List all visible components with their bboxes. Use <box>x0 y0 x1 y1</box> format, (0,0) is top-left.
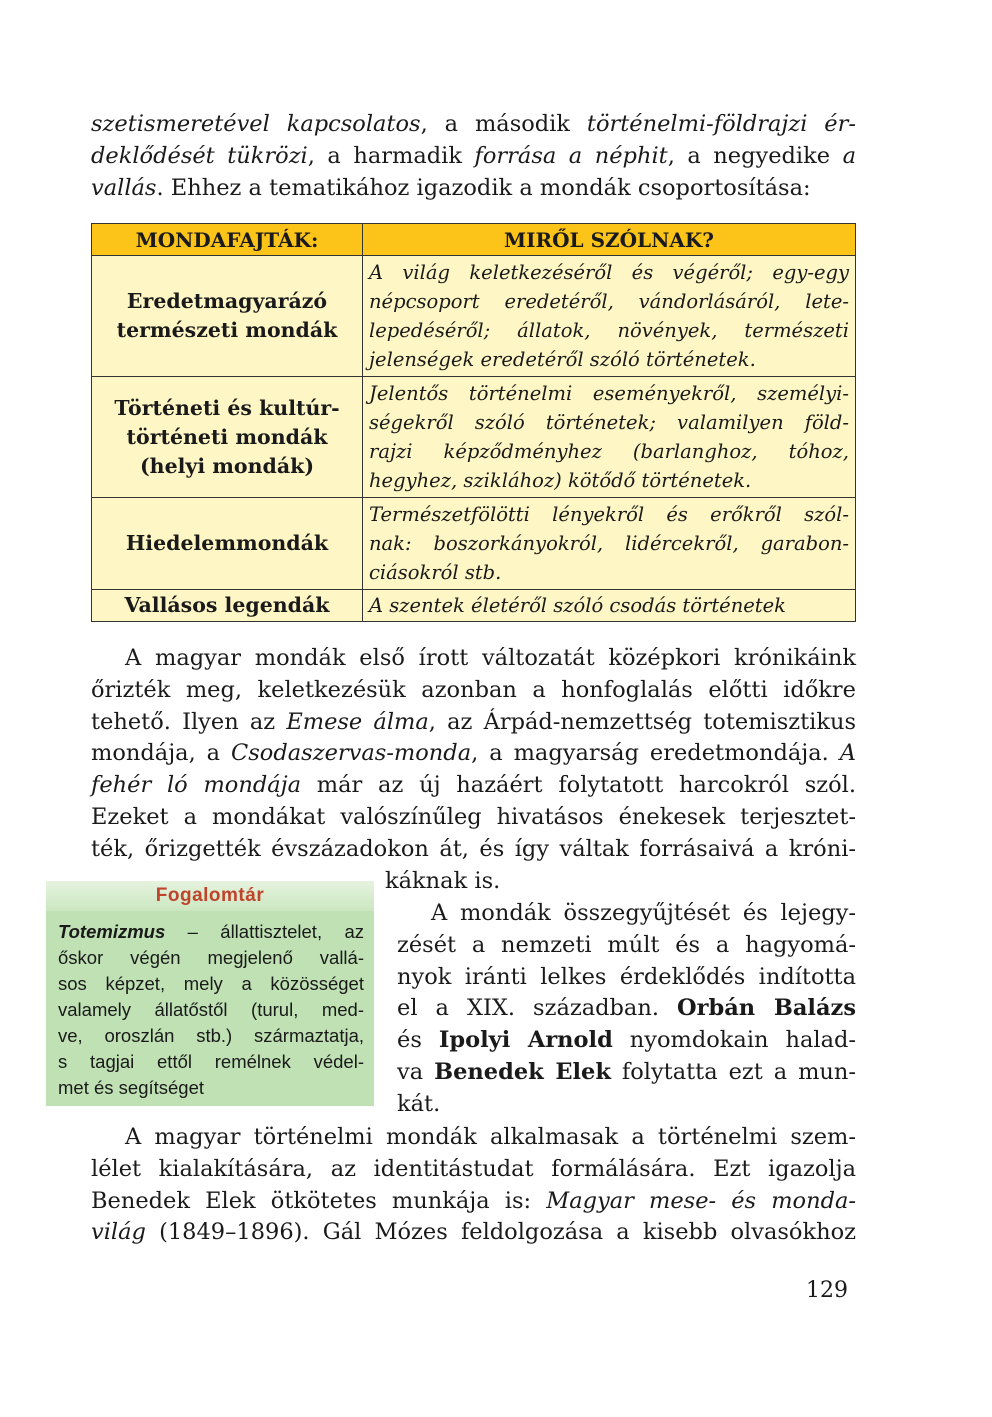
column-header-types: MONDAFAJTÁK: <box>92 224 363 256</box>
paragraph-chronicles <box>91 643 856 866</box>
text-line: és Ipolyi Arnold nyomdokain halad- <box>397 1027 856 1054</box>
text-line: ték, őrizgették évszázadokon át, és így váltak forrásaivá a króni- <box>91 835 856 862</box>
legend-description-cell: Természetfölötti lényekről és erőkről szól- nak: boszorkányokról, lidércekről, garabon- ciásokról stb. <box>363 498 856 590</box>
text-line: Ezeket a mondákat valószínűleg hivatásos énekesek terjesztet- <box>91 803 856 830</box>
text-line: tehető. Ilyen az Emese álma, az Árpád-nemzettség totemisztikus <box>91 708 857 735</box>
text-line: mondája, a Csodaszervas-monda, a magyarság eredetmondája. A <box>91 740 856 767</box>
glossary-title: Fogalomtár <box>46 881 374 911</box>
text-line: káknak is. <box>385 868 501 894</box>
text-line: zését a nemzeti múlt és a hagyomá- <box>397 931 856 958</box>
text-line: vallás. Ehhez a tematikához igazodik a mondák csoportosítása: <box>91 174 811 201</box>
legend-description-cell: A világ keletkezéséről és végéről; egy-egy népcsoport eredetéről, vándorlásáról, lete- lepedéséről; állatok, növények, természeti jelenségek eredetéről szóló történetek. <box>363 256 856 377</box>
glossary-line: ve, oroszlán stb.) származtatja, <box>58 1025 364 1046</box>
table-row <box>92 498 856 590</box>
text-line: világ (1849–1896). Gál Mózes feldolgozása a kisebb olvasókhoz <box>91 1219 856 1246</box>
legend-description-cell: Jelentős történelmi eseményekről, személyi- ségekről szóló történetek; valamilyen föld- rajzi képződményhez (barlanghoz, tóhoz, hegyhez, sziklához) kötődő történetek. <box>363 377 856 498</box>
glossary-line: met és segítséget <box>58 1077 205 1098</box>
glossary-line: őskor végén megjelenő vallá- <box>58 947 364 968</box>
legend-types-table <box>91 223 856 622</box>
glossary-body <box>46 911 374 1101</box>
glossary-box <box>46 881 374 1106</box>
text-line: Benedek Elek ötkötetes munkája is: Magyar mese- és monda- <box>91 1187 856 1214</box>
glossary-line: valamely állatőstől (turul, med- <box>58 999 364 1020</box>
table-header-row <box>92 224 856 256</box>
legend-type-cell: Vallásos legendák <box>92 590 363 622</box>
glossary-line: s tagjai ettől remélnek védel- <box>58 1051 364 1072</box>
legend-type-cell: Történeti és kultúr- történeti mondák (helyi mondák) <box>92 377 363 498</box>
text-line: szetismeretével kapcsolatos, a második történelmi-földrajzi ér- <box>91 111 856 137</box>
text-line: őrizték meg, keletkezésük azonban a honfoglalás előtti időkre <box>91 676 856 703</box>
text-line: lélet kialakítására, az identitástudat formálására. Ezt igazolja <box>91 1155 856 1182</box>
table-row <box>92 590 856 622</box>
text-line: kát. <box>397 1090 441 1117</box>
paragraph-collection <box>397 898 856 1121</box>
glossary-line: sos képzet, mely a közösséget <box>58 973 364 994</box>
paragraph-chronicles-end <box>385 866 856 898</box>
legend-type-cell: Eredetmagyarázó természeti mondák <box>92 256 363 377</box>
column-header-about: MIRŐL SZÓLNAK? <box>363 224 856 256</box>
glossary-term: Totemizmus <box>58 921 166 942</box>
text-line: A magyar történelmi mondák alkalmasak a történelmi szem- <box>125 1124 856 1150</box>
text-line: va Benedek Elek folytatta ezt a mun- <box>397 1058 856 1085</box>
page-number: 129 <box>806 1278 848 1303</box>
text-line: el a XIX. században. Orbán Balázs <box>397 995 857 1022</box>
table-row <box>92 256 856 377</box>
table-row <box>92 377 856 498</box>
text-line: nyok iránti lelkes érdeklődés indította <box>397 963 856 990</box>
text-line: A mondák összegyűjtését és lejegy- <box>431 900 856 926</box>
text-line: deklődését tükrözi, a harmadik forrása a néphit, a negyedike a <box>91 142 857 169</box>
text-line: fehér ló mondája már az új hazáért folytatott harcokról szól. <box>91 772 856 799</box>
text-line: A magyar mondák első írott változatát középkori krónikáink <box>125 645 856 671</box>
intro-paragraph <box>91 109 856 204</box>
legend-type-cell: Hiedelemmondák <box>92 498 363 590</box>
legend-description-cell: A szentek életéről szóló csodás történetek <box>363 590 856 622</box>
glossary-line: Totemizmus – állattisztelet, az <box>58 921 364 942</box>
paragraph-historical-legends <box>91 1122 856 1249</box>
